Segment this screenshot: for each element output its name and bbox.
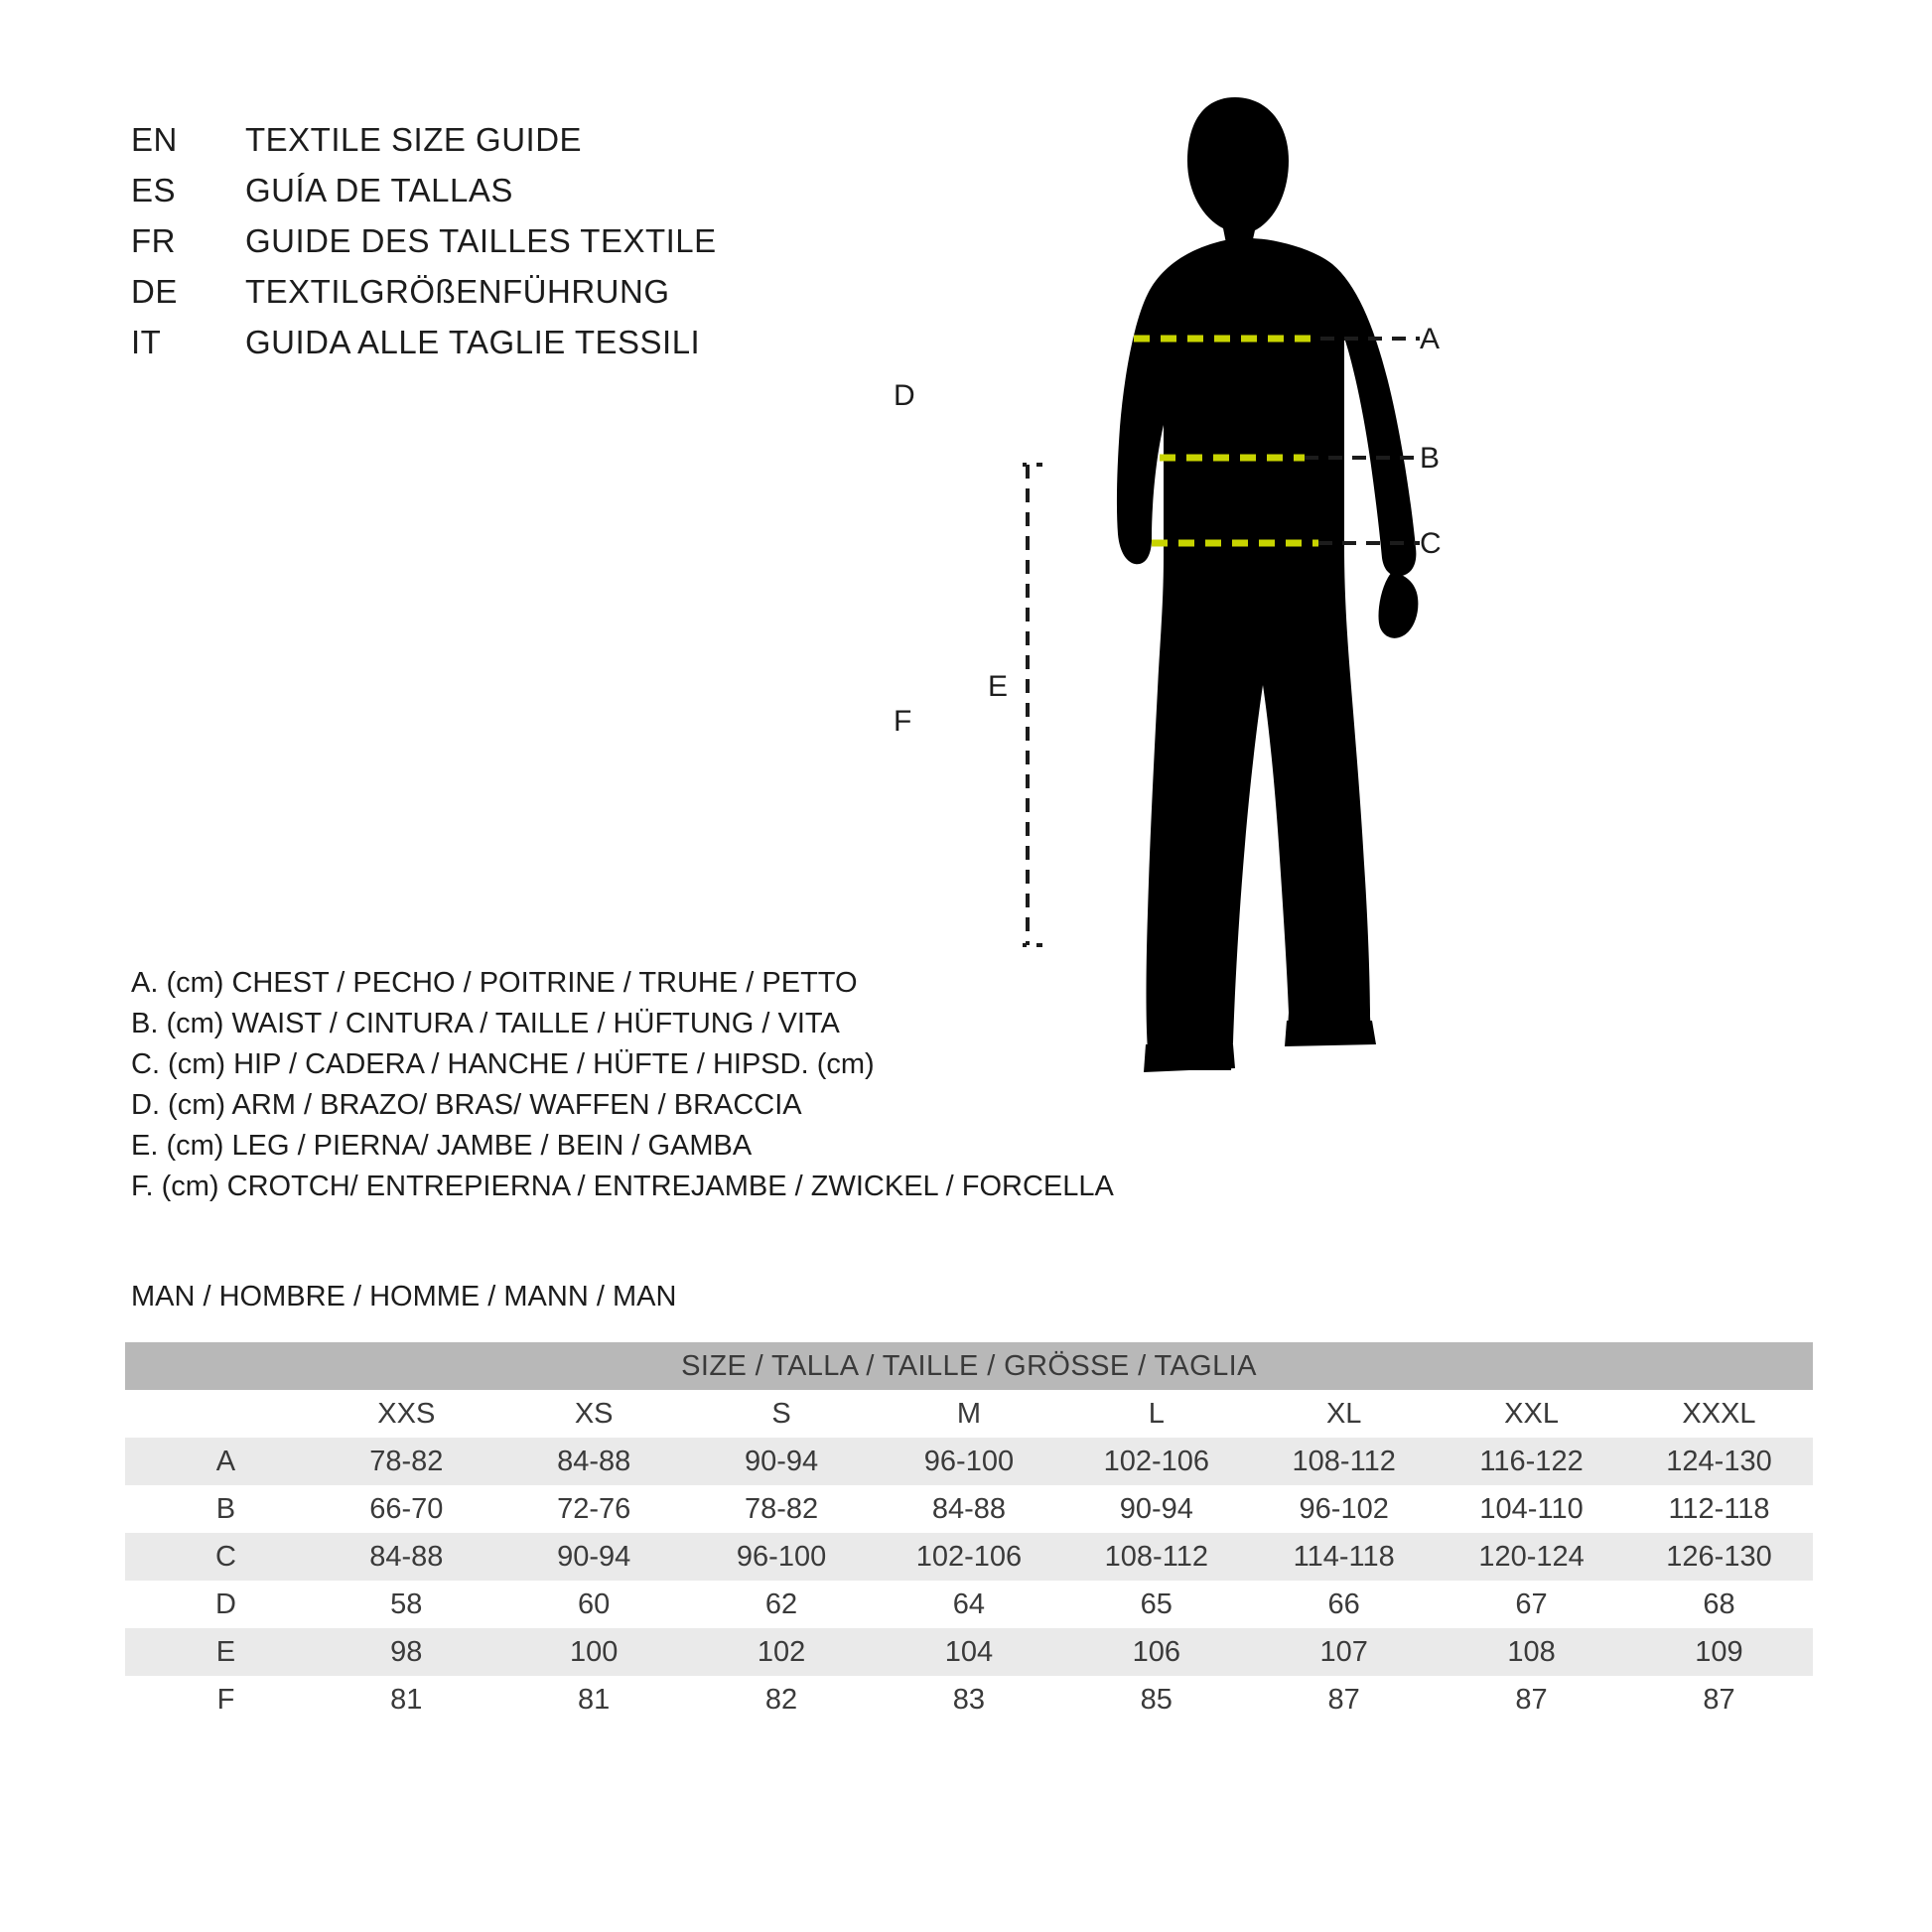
cell-d-xxs: 58 (313, 1581, 500, 1628)
cell-a-l: 102-106 (1062, 1438, 1250, 1485)
cell-a-xxxl: 124-130 (1625, 1438, 1813, 1485)
row-label-c: C (125, 1533, 313, 1581)
cell-b-s: 78-82 (688, 1485, 876, 1533)
cell-f-xxxl: 87 (1625, 1676, 1813, 1724)
language-title-en: TEXTILE SIZE GUIDE (245, 121, 583, 158)
cell-f-xs: 81 (500, 1676, 688, 1724)
cell-e-xxl: 108 (1438, 1628, 1625, 1676)
cell-e-l: 106 (1062, 1628, 1250, 1676)
cell-c-xxl: 120-124 (1438, 1533, 1625, 1581)
cell-e-xl: 107 (1250, 1628, 1438, 1676)
language-row-fr (131, 222, 717, 273)
cell-d-s: 62 (688, 1581, 876, 1628)
cell-c-l: 108-112 (1062, 1533, 1250, 1581)
cell-f-s: 82 (688, 1676, 876, 1724)
language-row-es (131, 172, 717, 222)
table-banner-row (125, 1342, 1813, 1390)
legend-item-d: D. (cm) ARM / BRAZO/ BRAS/ WAFFEN / BRACCIA (131, 1089, 802, 1121)
cell-d-xl: 66 (1250, 1581, 1438, 1628)
column-header-xl: XL (1250, 1390, 1438, 1438)
gender-label: MAN / HOMBRE / HOMME / MANN / MAN (131, 1281, 677, 1312)
cell-e-m: 104 (876, 1628, 1063, 1676)
column-header-l: L (1062, 1390, 1250, 1438)
column-header-s: S (688, 1390, 876, 1438)
cell-e-xxs: 98 (313, 1628, 500, 1676)
row-label-e: E (125, 1628, 313, 1676)
table-row (125, 1533, 1813, 1581)
row-label-d: D (125, 1581, 313, 1628)
cell-b-xl: 96-102 (1250, 1485, 1438, 1533)
cell-e-s: 102 (688, 1628, 876, 1676)
cell-d-m: 64 (876, 1581, 1063, 1628)
legend-item-c: C. (cm) HIP / CADERA / HANCHE / HÜFTE / HIPSD. (cm) (131, 1048, 875, 1080)
language-code-es: ES (131, 172, 177, 208)
table-row (125, 1581, 1813, 1628)
marker-label-d: D (894, 379, 915, 412)
marker-label-f: F (894, 705, 912, 738)
cell-f-l: 85 (1062, 1676, 1250, 1724)
cell-f-xl: 87 (1250, 1676, 1438, 1724)
size-table-container (125, 1342, 1813, 1724)
table-banner-label: SIZE / TALLA / TAILLE / GRÖSSE / TAGLIA (125, 1342, 1813, 1390)
table-row (125, 1485, 1813, 1533)
language-title-it: GUIDA ALLE TAGLIE TESSILI (245, 324, 701, 360)
cell-c-xxxl: 126-130 (1625, 1533, 1813, 1581)
cell-a-xxl: 116-122 (1438, 1438, 1625, 1485)
cell-a-m: 96-100 (876, 1438, 1063, 1485)
row-label-b: B (125, 1485, 313, 1533)
cell-f-xxs: 81 (313, 1676, 500, 1724)
cell-b-l: 90-94 (1062, 1485, 1250, 1533)
cell-b-xxl: 104-110 (1438, 1485, 1625, 1533)
cell-e-xxxl: 109 (1625, 1628, 1813, 1676)
table-header-row (125, 1390, 1813, 1438)
cell-d-xxl: 67 (1438, 1581, 1625, 1628)
legend-item-a: A. (cm) CHEST / PECHO / POITRINE / TRUHE / PETTO (131, 967, 858, 999)
language-code-fr: FR (131, 222, 176, 259)
legend-item-b: B. (cm) WAIST / CINTURA / TAILLE / HÜFTUNG / VITA (131, 1008, 840, 1039)
column-header-xxxl: XXXL (1625, 1390, 1813, 1438)
header-corner-cell (125, 1390, 313, 1438)
cell-f-m: 83 (876, 1676, 1063, 1724)
legend-item-f: F. (cm) CROTCH/ ENTREPIERNA / ENTREJAMBE / ZWICKEL / FORCELLA (131, 1171, 1114, 1202)
cell-a-xxs: 78-82 (313, 1438, 500, 1485)
language-title-es: GUÍA DE TALLAS (245, 172, 513, 208)
cell-d-xxxl: 68 (1625, 1581, 1813, 1628)
size-table (125, 1342, 1813, 1724)
column-header-xxl: XXL (1438, 1390, 1625, 1438)
language-title-de: TEXTILGRÖßENFÜHRUNG (245, 273, 670, 310)
column-header-xs: XS (500, 1390, 688, 1438)
cell-a-s: 90-94 (688, 1438, 876, 1485)
column-header-m: M (876, 1390, 1063, 1438)
table-row (125, 1628, 1813, 1676)
marker-label-a: A (1420, 323, 1441, 355)
cell-c-s: 96-100 (688, 1533, 876, 1581)
language-title-fr: GUIDE DES TAILLES TEXTILE (245, 222, 717, 259)
cell-a-xl: 108-112 (1250, 1438, 1438, 1485)
body-measurement-diagram (894, 89, 1896, 1211)
language-code-en: EN (131, 121, 178, 158)
marker-label-c: C (1420, 527, 1442, 560)
marker-label-e: E (988, 670, 1009, 703)
table-row (125, 1438, 1813, 1485)
cell-b-xs: 72-76 (500, 1485, 688, 1533)
legend-item-e: E. (cm) LEG / PIERNA/ JAMBE / BEIN / GAMBA (131, 1130, 753, 1162)
cell-e-xs: 100 (500, 1628, 688, 1676)
cell-c-xxs: 84-88 (313, 1533, 500, 1581)
cell-c-m: 102-106 (876, 1533, 1063, 1581)
row-label-f: F (125, 1676, 313, 1724)
cell-b-xxxl: 112-118 (1625, 1485, 1813, 1533)
cell-d-l: 65 (1062, 1581, 1250, 1628)
male-silhouette-icon (1023, 89, 1896, 1211)
cell-c-xs: 90-94 (500, 1533, 688, 1581)
row-label-a: A (125, 1438, 313, 1485)
language-row-de (131, 273, 717, 324)
cell-f-xxl: 87 (1438, 1676, 1625, 1724)
cell-b-m: 84-88 (876, 1485, 1063, 1533)
table-row (125, 1676, 1813, 1724)
cell-b-xxs: 66-70 (313, 1485, 500, 1533)
cell-c-xl: 114-118 (1250, 1533, 1438, 1581)
cell-a-xs: 84-88 (500, 1438, 688, 1485)
cell-d-xs: 60 (500, 1581, 688, 1628)
language-row-en (131, 121, 717, 172)
language-row-it (131, 324, 717, 374)
language-code-it: IT (131, 324, 162, 360)
column-header-xxs: XXS (313, 1390, 500, 1438)
language-title-block (131, 121, 717, 374)
marker-label-b: B (1420, 442, 1441, 475)
language-code-de: DE (131, 273, 178, 310)
measurement-legend (131, 963, 1114, 1207)
